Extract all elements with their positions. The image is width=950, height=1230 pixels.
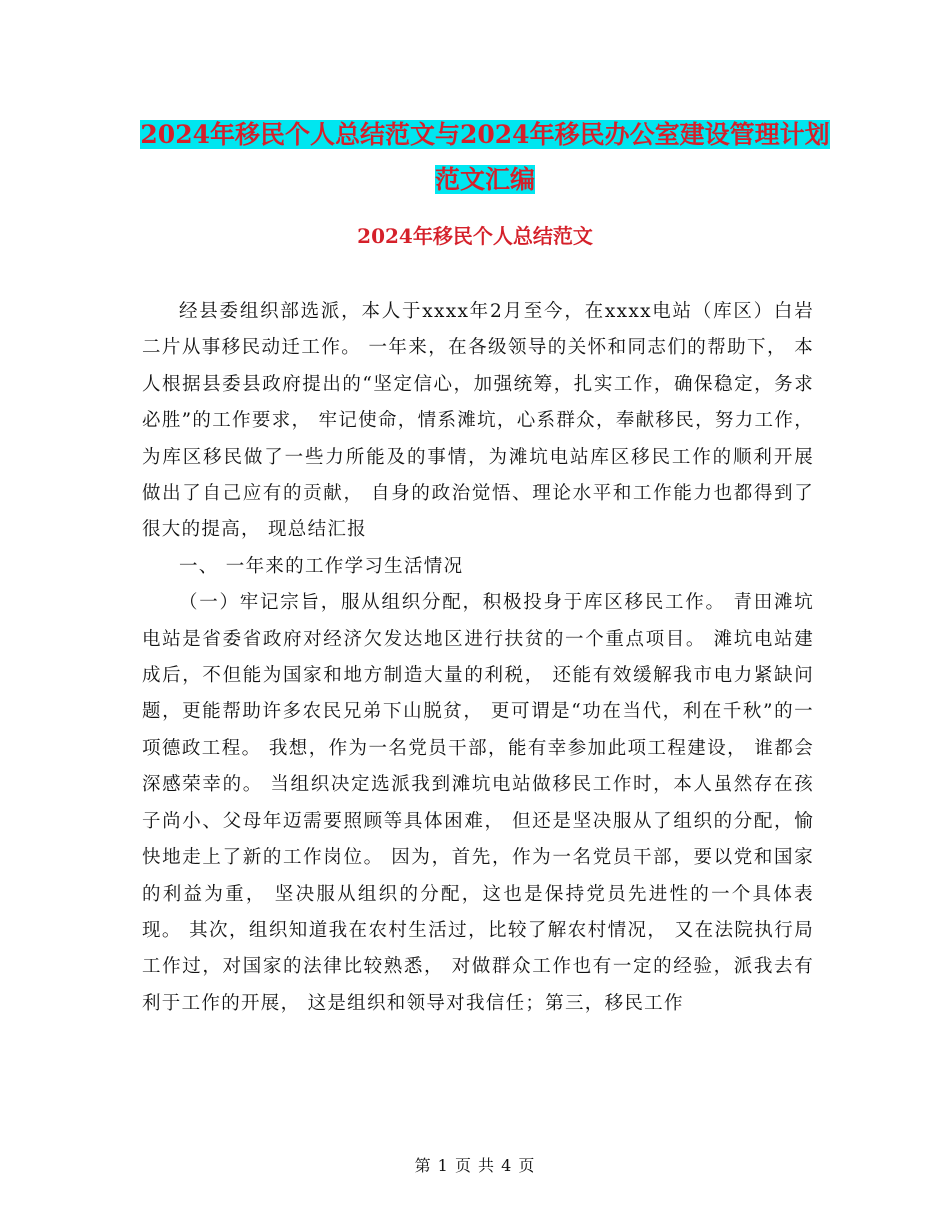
paragraph-section-1: （一）牢记宗旨，服从组织分配，积极投身于库区移民工作。 青田滩坑电站是省委省政府对经济欠发达地区进行扶贫的一个重点项目。 滩坑电站建成后，不但能为国家和地方制造大量的利税， 还能有效缓解我市电力紧缺问题，更能帮助许多农民兄弟下山脱贫， 更可谓是“功在当代，利在千秋”的一项德政工程。 我想，作为一名党员干部，能有幸参加此项工程建设， 谁都会深感荣幸的。 当组织决定选派我到滩坑电站做移民工作时，本人虽然存在孩子尚小、父母年迈需要照顾等具体困难， 但还是坚决服从了组织的分配，愉快地走上了新的工作岗位。 因为，首先，作为一名党员干部，要以党和国家的利益为重， 坚决服从组织的分配，这也是保持党员先进性的一个具体表现。 其次，组织知道我在农村生活过，比较了解农村情况， 又在法院执行局工作过，对国家的法律比较熟悉， 对做群众工作也有一定的经验，派我去有利于工作的开展， 这是组织和领导对我信任；第三，移民工作 [142,592,814,1014]
page-footer: 第 1 页 共 4 页 [414,1156,536,1175]
body-text [142,294,814,1022]
section-title: 2024年移民个人总结范文 [357,224,593,248]
document-title [140,112,830,202]
paragraph-heading-1: 一、 一年来的工作学习生活情况 [179,555,464,577]
paragraph-intro: 经县委组织部选派，本人于xxxx年2月至今，在xxxx电站（库区）白岩二片从事移民动迁工作。 一年来，在各级领导的关怀和同志们的帮助下， 本人根据县委县政府提出的“坚定信心，加强统筹，扎实工作，确保稳定，务求必胜”的工作要求， 牢记使命，情系滩坑，心系群众，奉献移民，努力工作， 为库区移民做了一些力所能及的事情，为滩坑电站库区移民工作的顺利开展做出了自己应有的贡献， 自身的政治觉悟、理论水平和工作能力也都得到了很大的提高， 现总结汇报 [142,301,814,541]
document-title-text: 2024年移民个人总结范文与2024年移民办公室建设管理计划范文汇编 [140,120,830,194]
